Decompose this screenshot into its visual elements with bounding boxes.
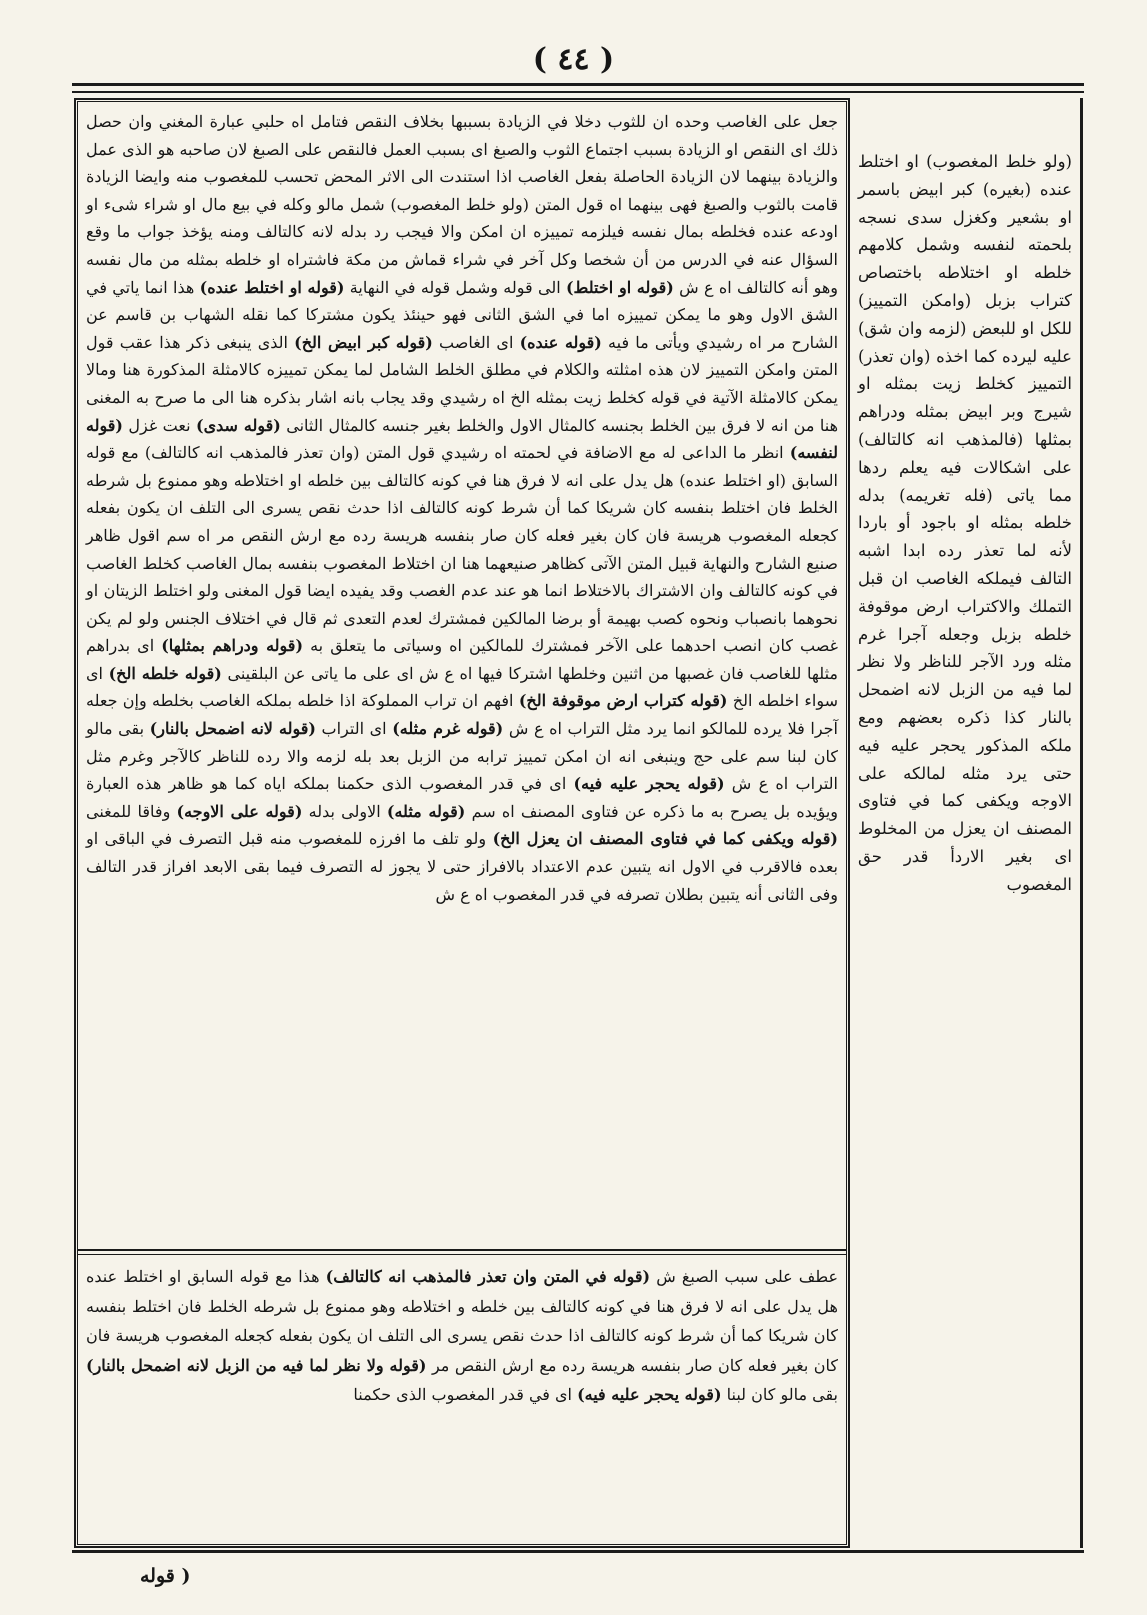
text-run: اى في قدر المغصوب الذى حكمنا: [353, 1385, 578, 1404]
footnote-divider: [77, 1249, 847, 1251]
text-run: الى قوله وشمل قوله في النهاية: [344, 277, 566, 297]
margin-matn-text: [858, 148, 1072, 899]
lemma-quote: (قوله على الاوجه): [176, 801, 303, 821]
lemma-quote: (قوله يحجر عليه فيه): [577, 1385, 722, 1404]
text-run: اى التراب: [315, 719, 393, 739]
lemma-quote: (قوله غرم مثله): [392, 719, 504, 739]
bottom-rule: [72, 1550, 1084, 1553]
lemma-quote: (قوله سدى): [196, 415, 281, 435]
text-run: انظر ما الداعى له مع الاضافة في لحمته اه رشيدي قول المتن (وان تعذر فالمذهب انه كالتالف) مع قوله السابق (او اختلط عنده) هل يدل على انه لا فرق هنا في كونه كالتالف بين خلطه او اختلاطه وهو ممنوع بل شرطه الخلط فان اختلط بنفسه كان شريكا كما أن شرط كونه كالتالف اذا حدث نقص يسرى الى التلف ان يكون بفعله كجعله المغصوب هريسة فان كان بغير فعله كان صار بنفسه هريسة رده مع ارش النقص مر اه سم اقول ظاهر صنيع الشارح والنهاية قبيل المتن الآتى كظاهر صنيعهما هنا ان اختلاط المغصوب بنفسه بمال الغاصب كخلط الغاصب في كونه كالتالف وان الاشتراك بالاختلاط انما هو عند عدم الغصب وقد يفيده ايضا قول المغنى ولو اختلط الزيتان او نحوهما بانصباب ونحوه كصب بهيمة أو برضا المالكين فمشترك لعدم التعدى ثم قال في اختلاف الجنس ولو لم يكن غصب كان انصب احدهما على الآخر فمشترك للمالكين اه وسياتى ما يتعلق به: [86, 443, 839, 656]
text-run: نعت غزل: [122, 415, 197, 435]
text-run: جعل على الغاصب وحده ان للثوب دخلا في الزيادة بسببها بخلاف النقص فتامل اه حلبي عبارة المغني وان حصل ذلك اى النقص او الزيادة بسبب اجتماع الثوب والصبغ اى بسبب العمل فالنقص على الصبغ لان صاحبه هو الذى عمل والزيادة بينهما لان الزيادة الحاصلة بفعل الغاصب اذا استندت الى الاثر المحض تحسب للمغصوب منه وايضا الزيادة قامت بالثوب والصبغ فهى بينهما اه قول المتن (ولو خلط المغصوب) شمل مالو وكله في بيع مال او شراء شىء او اودعه عنده فخلطه بمال نفسه فيلزمه تمييزه ان امكن والا فيجب رد بدله لانه كالتالف ومنه يؤخذ جواب ما وقع السؤال عنه في الدرس من أن شخصا وكل آخر في شراء قماش من مكة فاشتراه او خلطه بمثله من مال نفسه وهو أنه كالتالف اه ع ش: [86, 112, 839, 297]
text-run: ولو تلف ما افرزه للمغصوب منه قبل التصرف في الباقى او بعده فالاقرب في الاول انه يتبين عدم الاعتداد بالافراز حتى لا يجوز له التصرف فيما بقى الابعد افراز قدر التالف وفى الثانى أنه يتبين بطلان تصرفه في قدر المغصوب اه ع ش: [86, 829, 838, 904]
footnote-divider-thin: [77, 1254, 847, 1255]
lemma-quote: (قوله يحجر عليه فيه): [573, 774, 725, 794]
margin-rule: [1080, 98, 1083, 1548]
lemma-quote: (قوله ودراهم بمثلها): [161, 636, 304, 656]
lemma-quote: (قوله خلطه الخ): [108, 663, 222, 683]
lemma-quote: (قوله ولا نظر لما فيه من الزبل لانه اضمحل بالنار): [86, 1355, 427, 1375]
text-run: (ولو خلط المغصوب) او اختلط عنده (بغيره) كبر ابيض باسمر او بشعير وكغزل سدى نسجه بلحمته لنفسه وشمل كلامهم خلطه او اختلاطه باختصاص كتراب بزبل (وامكن التمييز) للكل او للبعض (لزمه وان شق) عليه ليرده كما اخذه (وان تعذر) التمييز كخلط زيت بمثله او شيرج وبر ابيض بمثله ودراهم بمثلها (فالمذهب انه كالتالف) على اشكالات فيه يعلم ردها مما ياتى (فله تغريمه) بدله خلطه بمثله او باجود أو باردا لأنه لما تعذر رده ابدا اشبه التالف فيملكه الغاصب ان قبل التملك والاكتراب ارض موقوفة خلطه بزبل وجعله آجرا غرم مثله ورد الآجر للناظر ولا نظر لما فيه من الزبل لانه اضمحل بالنار كذا ذكره بعضهم ومع ملكه المذكور يحجر عليه فيه حتى يرد مثله لمالكه على الاوجه ويكفى كما في فتاوى المصنف ان يعزل من المخلوط اى بغير الاردأ قدر حق المغصوب: [858, 152, 1072, 894]
catchword: ( قوله: [140, 1565, 191, 1587]
text-run: وفاقا للمغنى: [86, 801, 177, 821]
text-run: اى في قدر المغصوب الذى حكمنا بملكه اياه كما هو ظاهر هذه العبارة ويؤيده بل يصرح به ما ذكره عن فتاوى المصنف اه سم: [86, 774, 839, 821]
text-run: الاولى بدله: [302, 801, 387, 821]
lemma-quote: (قوله في المتن وان تعذر فالمذهب انه كالتالف): [325, 1267, 651, 1286]
text-run: اى الغاصب: [432, 332, 520, 352]
text-run: هذا انما ياتي في الشق الاول وهو ما يمكن تمييزه اما في الشق الثانى فهو حينئذ يكون مشتركا كما نقله الشهاب بن قاسم عن الشارح مر اه رشيدي ويأتى ما فيه: [86, 277, 839, 352]
margin-paragraph: [858, 148, 1072, 899]
lemma-quote: (قوله ويكفى كما في فتاوى المصنف ان يعزل الخ): [492, 829, 838, 849]
footnote-commentary: [86, 1262, 838, 1410]
lemma-quote: (قوله او اختلط): [565, 277, 674, 297]
lemma-quote: (قوله كبر ابيض الخ): [294, 332, 433, 352]
text-run: اى سواء اخلطه الخ: [86, 663, 839, 711]
text-run: اى بدراهم مثلها للغاصب فان غصبها من اثنين وخلطها اشتركا فيها اه ع ش اى على ما ياتى عن البلقينى: [86, 636, 838, 683]
text-run: افهم ان تراب المملوكة اذا خلطه بملكه الغاصب بخلطه وإن جعله آجرا فلا يرده للمالكو انما يرد مثل التراب اه ع ش: [86, 691, 838, 739]
text-run: الذى ينبغى ذكر هذا عقب قول المتن وامكن التمييز لان هذه امثلته والكلام في مطلق الخلط الشامل لما يمكن تمييزه كالامثلة المذكورة هنا ومالا يمكن كالامثلة الآتية في قوله كخلط زيت بمثله الخ اه رشيدي وقد يجاب بانه اشار بذكره هنا الى ما صرح به المغنى هنا من انه لا فرق بين الخلط بجنسه كالمثال الاول والخلط بغير جنسه كالمثال الثانى: [86, 332, 839, 435]
text-run: بقى مالو كان لبنا سم على حج وينبغى انه ان امكن تمييز ترابه من الزبل بعد بله لزمه والا رده للناظر كالآجر وغرم مثل التراب اه ع ش: [86, 719, 838, 794]
lemma-quote: (قوله مثله): [386, 801, 466, 821]
top-rule: [72, 83, 1084, 86]
page-number: ( ٤٤ ): [532, 42, 615, 77]
lemma-quote: (قوله لانه اضمحل بالنار): [149, 719, 316, 739]
main-paragraph: [86, 108, 838, 908]
text-run: هذا مع قوله السابق او اختلط عنده هل يدل على انه لا فرق هنا في كونه كالتالف بين خلطه و اختلاطه وهو ممنوع بل شرطه الخلط فان اختلط بنفسه كان شريكا كما أن شرط كونه كالتالف اذا حدث نقص يسرى الى التلف ان يكون بفعله كجعله المغصوب هريسة فان كان بغير فعله كان صار بنفسه هريسة رده مع ارش النقص مر: [86, 1267, 839, 1375]
text-run: عطف على سبب الصبغ ش: [650, 1267, 839, 1286]
lemma-quote: (قوله عنده): [519, 332, 602, 352]
lemma-quote: (قوله لنفسه): [86, 415, 838, 463]
lemma-quote: (قوله او اختلط عنده): [199, 277, 345, 297]
main-commentary: [86, 108, 838, 908]
footnote-paragraph: [86, 1262, 838, 1410]
text-run: بقى مالو كان لبنا: [721, 1385, 838, 1404]
top-rule-thin: [72, 91, 1084, 93]
lemma-quote: (قوله كتراب ارض موقوفة الخ): [518, 691, 728, 711]
